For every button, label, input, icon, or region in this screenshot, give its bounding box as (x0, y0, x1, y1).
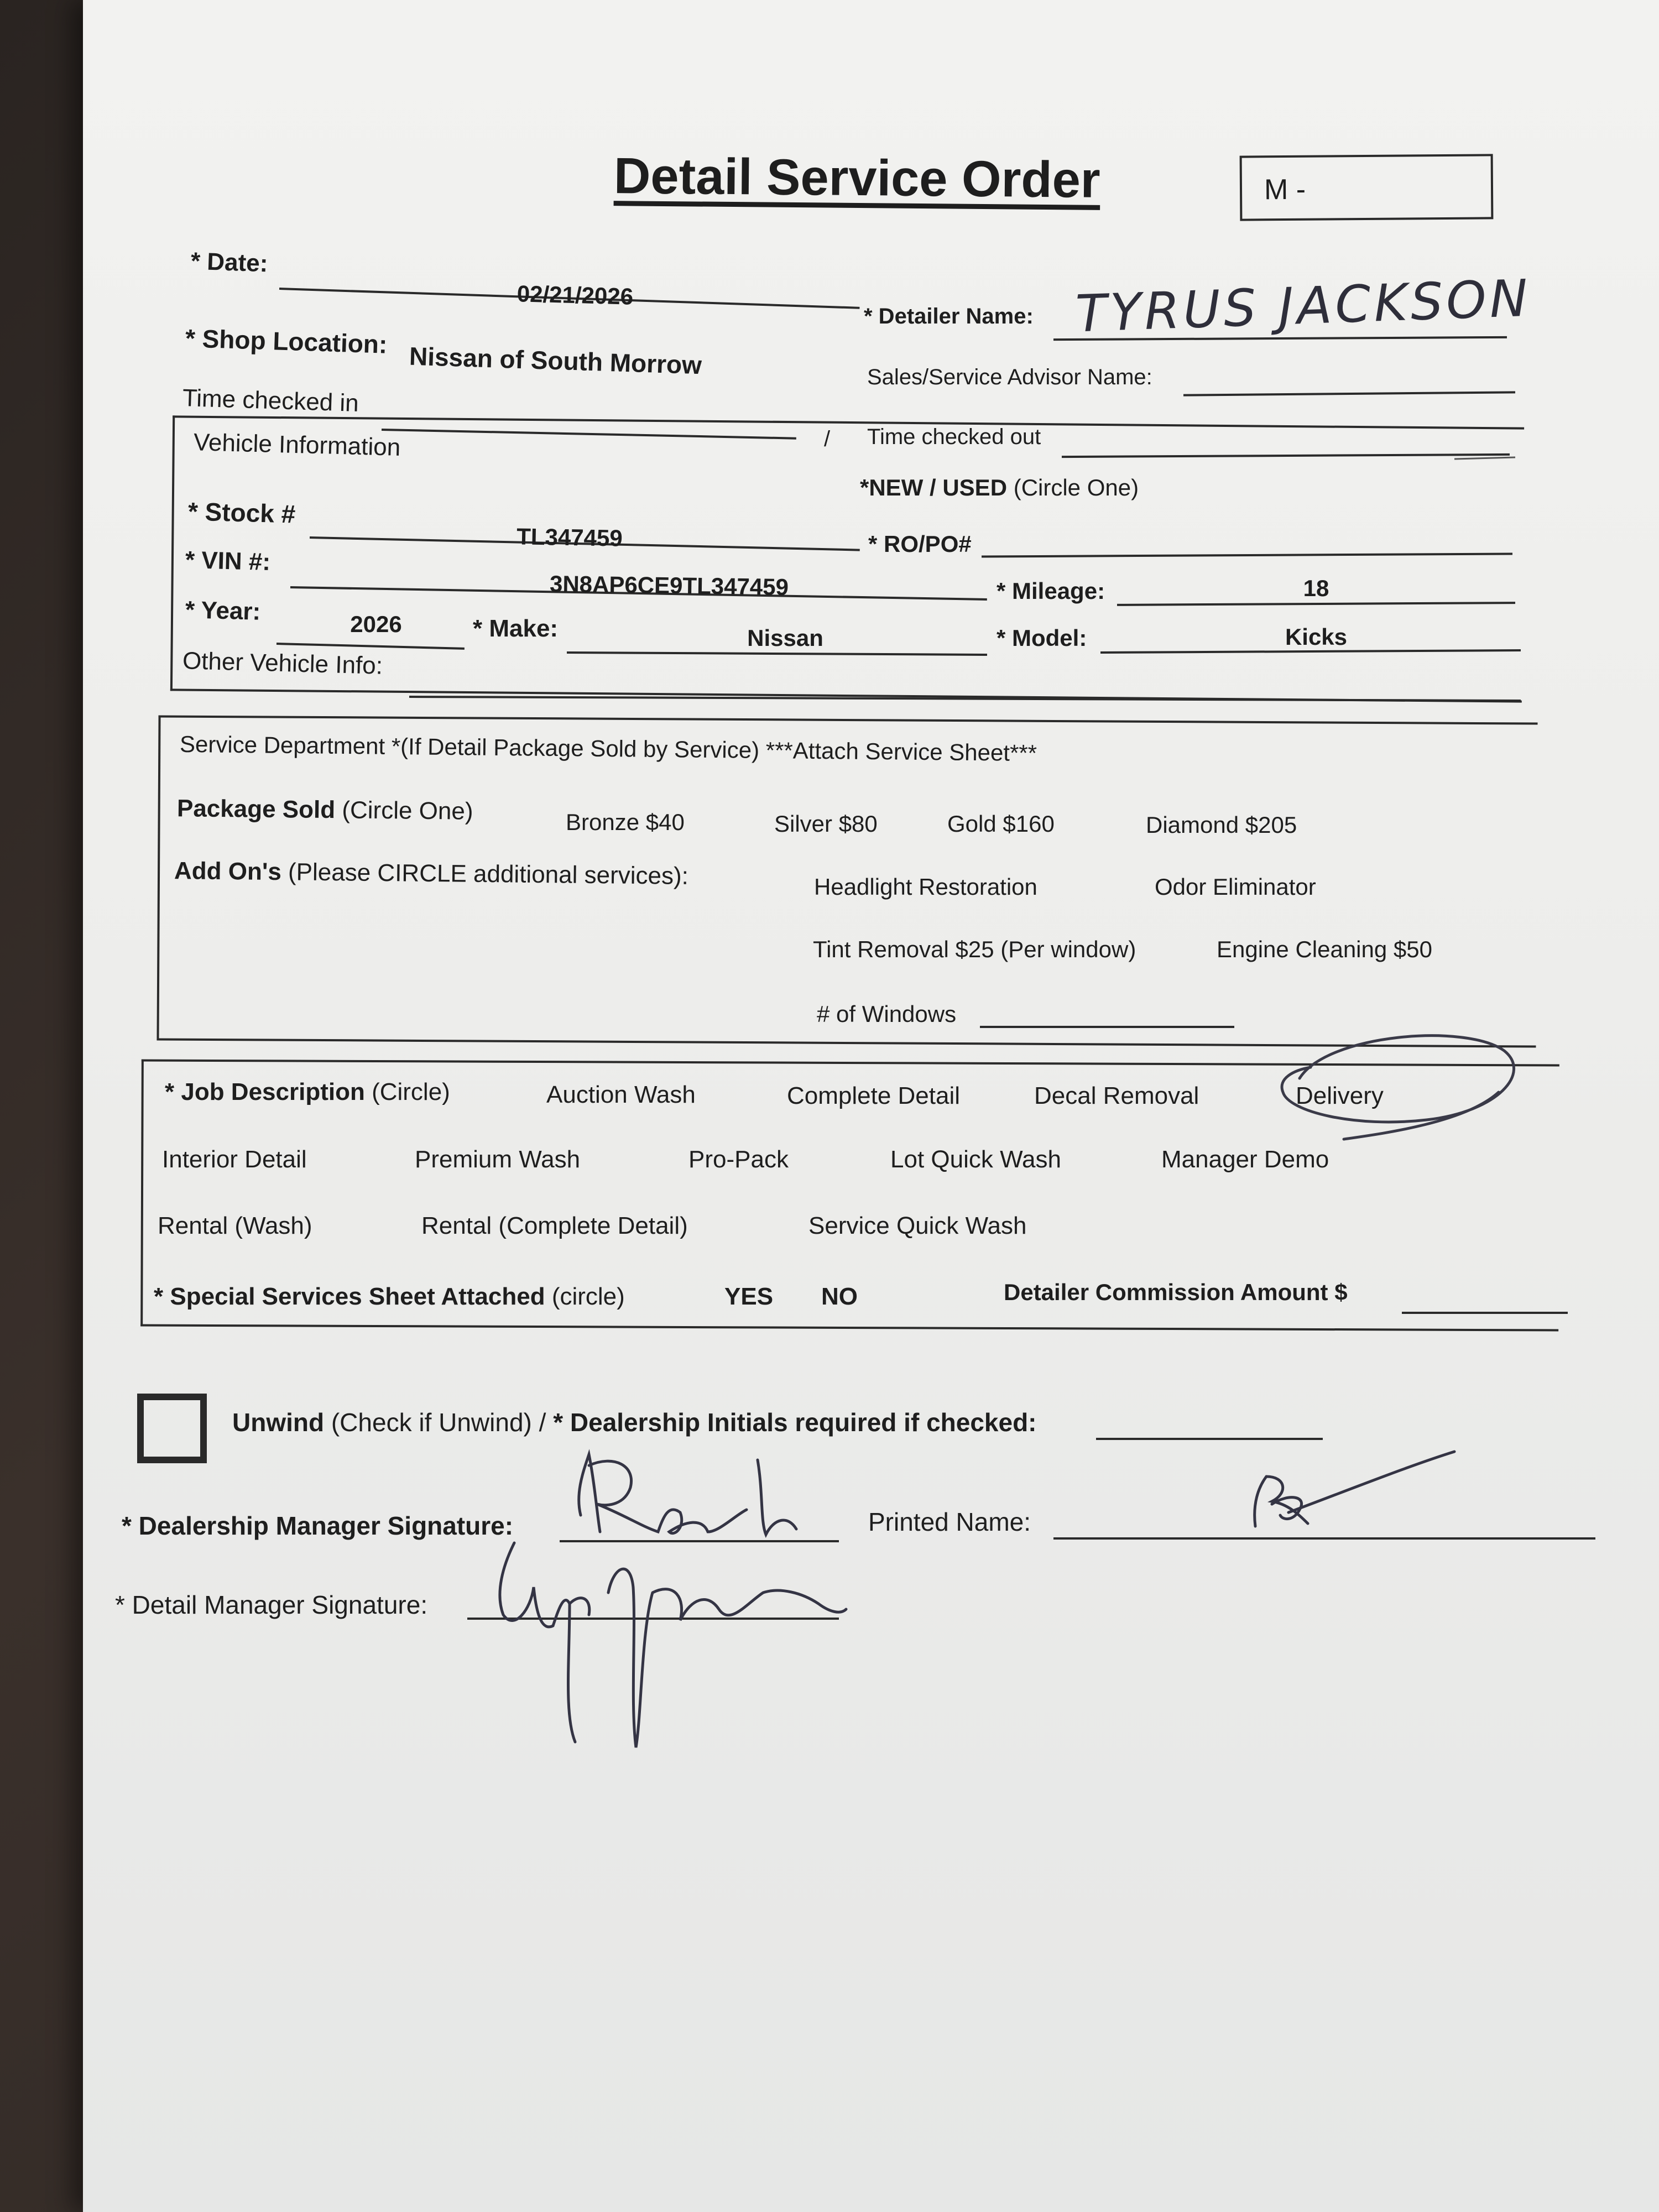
delivery-circle-mark (1282, 1036, 1514, 1139)
year-label: * Year: (185, 596, 261, 625)
windows-count-label: # of Windows (817, 1001, 957, 1027)
package-silver[interactable]: Silver $80 (774, 811, 878, 837)
job-rental-wash[interactable]: Rental (Wash) (158, 1212, 312, 1239)
stock-label: * Stock # (187, 497, 296, 529)
mileage-label: * Mileage: (997, 578, 1105, 604)
job-premium-wash[interactable]: Premium Wash (415, 1146, 581, 1173)
ro-po-label: * RO/PO# (868, 531, 972, 557)
printed-name-label: Printed Name: (868, 1507, 1031, 1536)
shop-location-value: Nissan of South Morrow (409, 341, 702, 380)
printed-name-initials-mark (1255, 1452, 1454, 1526)
dealer-manager-signature-mark (579, 1454, 796, 1535)
model-label: * Model: (997, 625, 1087, 651)
job-interior-detail[interactable]: Interior Detail (162, 1146, 307, 1173)
make-label: * Make: (473, 615, 559, 642)
dealership-manager-signature-label: * Dealership Manager Signature: (122, 1511, 514, 1540)
commission-amount-label: Detailer Commission Amount $ (1004, 1279, 1348, 1305)
addon-engine-cleaning[interactable]: Engine Cleaning $50 (1217, 936, 1432, 962)
job-service-quick-wash[interactable]: Service Quick Wash (808, 1212, 1027, 1239)
unwind-label: Unwind (Check if Unwind) / * Dealership Initials required if checked: (232, 1408, 1037, 1437)
new-used-label: *NEW / USED (860, 474, 1008, 500)
job-description-label: * Job Description (Circle) (165, 1078, 450, 1105)
mileage-value[interactable]: 18 (1303, 575, 1329, 601)
job-rental-complete-detail[interactable]: Rental (Complete Detail) (421, 1212, 688, 1239)
model-value[interactable]: Kicks (1285, 624, 1348, 650)
special-services-no[interactable]: NO (821, 1283, 858, 1310)
order-number-prefix: M - (1264, 173, 1306, 206)
vehicle-info-heading: Vehicle Information (193, 429, 401, 461)
package-bronze[interactable]: Bronze $40 (566, 809, 685, 835)
add-ons-label: Add On's (Please CIRCLE additional services): (174, 857, 689, 890)
job-complete-detail[interactable]: Complete Detail (787, 1082, 961, 1109)
make-value[interactable]: Nissan (747, 625, 823, 651)
detail-manager-signature-label: * Detail Manager Signature: (115, 1590, 428, 1619)
service-order-sheet (83, 0, 1659, 2212)
job-delivery[interactable]: Delivery (1296, 1082, 1384, 1109)
pen-marks (83, 0, 1659, 2212)
time-checked-out-label: Time checked out (867, 425, 1041, 449)
shop-location-label: * Shop Location: (185, 324, 388, 359)
detailer-name-handwritten[interactable]: TYRUS JACKSON (1074, 268, 1532, 344)
special-services-yes[interactable]: YES (724, 1283, 774, 1310)
time-checked-in-label: Time checked in (182, 384, 359, 417)
detailer-name-label: * Detailer Name: (864, 304, 1034, 328)
detail-manager-signature-mark (500, 1543, 846, 1747)
time-separator: / (824, 427, 831, 451)
vin-value[interactable]: 3N8AP6CE9TL347459 (549, 570, 789, 601)
service-department-heading: Service Department *(If Detail Package Sold by Service) ***Attach Service Sheet*** (179, 731, 1037, 766)
addon-tint-removal[interactable]: Tint Removal $25 (Per window) (813, 936, 1136, 962)
job-decal-removal[interactable]: Decal Removal (1034, 1082, 1199, 1109)
addon-headlight-restoration[interactable]: Headlight Restoration (814, 874, 1037, 900)
package-gold[interactable]: Gold $160 (947, 811, 1055, 837)
job-pro-pack[interactable]: Pro-Pack (688, 1146, 789, 1173)
year-value[interactable]: 2026 (350, 611, 402, 637)
form-title: Detail Service Order (613, 148, 1101, 208)
job-auction-wash[interactable]: Auction Wash (546, 1081, 696, 1108)
package-sold-label: Package Sold (Circle One) (176, 795, 473, 825)
addon-odor-eliminator[interactable]: Odor Eliminator (1155, 874, 1316, 900)
other-vehicle-info-label: Other Vehicle Info: (182, 647, 383, 680)
vin-label: * VIN #: (185, 546, 271, 576)
job-manager-demo[interactable]: Manager Demo (1161, 1146, 1329, 1173)
new-used-hint: (Circle One) (1013, 474, 1139, 500)
stock-value[interactable]: TL347459 (516, 523, 623, 551)
date-label: * Date: (190, 247, 269, 278)
job-lot-quick-wash[interactable]: Lot Quick Wash (890, 1146, 1061, 1173)
special-services-label: * Special Services Sheet Attached (circle) (154, 1283, 625, 1310)
package-diamond[interactable]: Diamond $205 (1146, 812, 1297, 838)
date-value[interactable]: 02/21/2026 (517, 280, 634, 310)
advisor-name-label: Sales/Service Advisor Name: (867, 365, 1152, 389)
